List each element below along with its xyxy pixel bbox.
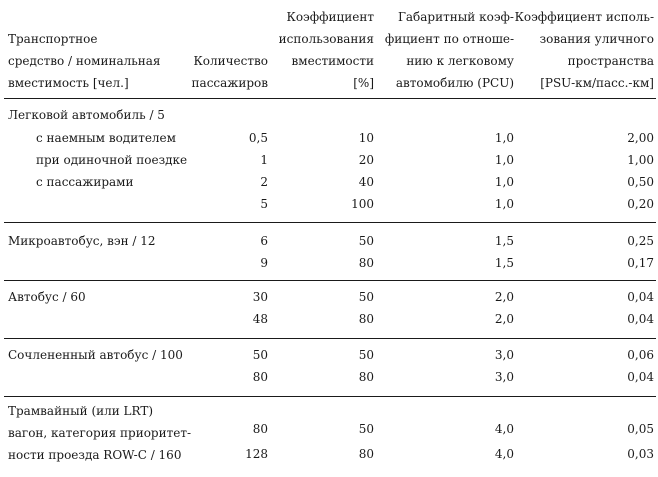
cell-pcu: 1,5 (494, 256, 514, 270)
row-sublabel: с наемным водителем (36, 131, 176, 145)
cell-utilization: 10 (358, 131, 374, 145)
cell-utilization: 100 (351, 197, 374, 211)
cell-passengers: 0,5 (248, 131, 268, 145)
header-text: пассажиров (191, 76, 268, 90)
cell-utilization: 20 (358, 153, 374, 167)
header-col-vehicle (8, 28, 161, 94)
header-text: зования уличного (539, 32, 654, 46)
cell-pcu: 1,0 (494, 131, 514, 145)
cell-psu: 0,04 (627, 370, 654, 384)
header-col-pcu (385, 6, 514, 94)
header-col-psu (515, 6, 654, 94)
row-sublabel: при одиночной поездке (36, 153, 188, 167)
group-label: Легковой автомобиль / 5 (8, 108, 165, 122)
cell-psu: 0,20 (627, 197, 654, 211)
header-col-passengers (192, 50, 268, 94)
cell-psu: 1,00 (627, 153, 654, 167)
cell-utilization: 50 (358, 422, 374, 436)
header-text: Коэффициент исполь- (514, 10, 654, 24)
row-sublabel: с пассажирами (36, 175, 134, 189)
group-label: ности проезда ROW-C / 160 (8, 448, 182, 462)
cell-pcu: 1,0 (494, 175, 514, 189)
cell-psu: 0,04 (627, 312, 654, 326)
cell-psu: 0,50 (627, 175, 654, 189)
group-rule (4, 280, 656, 281)
cell-utilization: 50 (358, 290, 374, 304)
cell-passengers: 48 (252, 312, 268, 326)
cell-passengers: 50 (252, 348, 268, 362)
cell-pcu: 4,0 (494, 447, 514, 461)
group-rule (4, 222, 656, 223)
header-text: Количество (193, 54, 268, 68)
cell-pcu: 3,0 (494, 370, 514, 384)
cell-passengers: 128 (245, 447, 268, 461)
cell-psu: 0,06 (627, 348, 654, 362)
cell-utilization: 50 (358, 234, 374, 248)
header-rule (4, 98, 656, 99)
header-text: нию к легковому (406, 54, 514, 68)
cell-psu: 0,17 (627, 256, 654, 270)
cell-utilization: 80 (358, 447, 374, 461)
cell-utilization: 80 (358, 256, 374, 270)
header-text: автомобилю (PCU) (395, 76, 514, 90)
cell-psu: 0,04 (627, 290, 654, 304)
cell-utilization: 80 (358, 312, 374, 326)
header-text: средство / номинальная (8, 54, 161, 68)
group-label: Трамвайный (или LRT) (8, 404, 154, 418)
cell-psu: 0,25 (627, 234, 654, 248)
cell-psu: 0,03 (627, 447, 654, 461)
header-text: [PSU-км/пасс.-км] (540, 76, 654, 90)
header-text: Транспортное (8, 32, 98, 46)
cell-pcu: 1,0 (494, 197, 514, 211)
header-text: Коэффициент (286, 10, 374, 24)
header-text: вместимость [чел.] (8, 76, 129, 90)
cell-pcu: 2,0 (494, 312, 514, 326)
cell-passengers: 2 (260, 175, 268, 189)
cell-passengers: 9 (260, 256, 268, 270)
header-text: вместимости (291, 54, 374, 68)
header-text: [%] (353, 76, 374, 90)
cell-psu: 0,05 (627, 422, 654, 436)
cell-passengers: 1 (260, 153, 268, 167)
group-label: вагон, категория приоритет- (8, 426, 192, 440)
cell-pcu: 1,0 (494, 153, 514, 167)
cell-passengers: 80 (252, 370, 268, 384)
cell-passengers: 30 (252, 290, 268, 304)
header-text: Габаритный коэф- (397, 10, 514, 24)
group-label: Микроавтобус, вэн / 12 (8, 234, 156, 248)
header-text: фициент по отноше- (384, 32, 514, 46)
cell-passengers: 5 (260, 197, 268, 211)
group-label: Сочлененный автобус / 100 (8, 348, 183, 362)
cell-psu: 2,00 (627, 131, 654, 145)
cell-utilization: 40 (358, 175, 374, 189)
cell-pcu: 4,0 (494, 422, 514, 436)
cell-utilization: 50 (358, 348, 374, 362)
header-col-utilization (279, 6, 374, 94)
cell-pcu: 3,0 (494, 348, 514, 362)
cell-pcu: 1,5 (494, 234, 514, 248)
header-text: пространства (567, 54, 654, 68)
cell-passengers: 80 (252, 422, 268, 436)
cell-pcu: 2,0 (494, 290, 514, 304)
group-rule (4, 338, 656, 339)
cell-utilization: 80 (358, 370, 374, 384)
header-text: использования (278, 32, 374, 46)
group-label: Автобус / 60 (8, 290, 86, 304)
cell-passengers: 6 (260, 234, 268, 248)
group-rule (4, 396, 656, 397)
